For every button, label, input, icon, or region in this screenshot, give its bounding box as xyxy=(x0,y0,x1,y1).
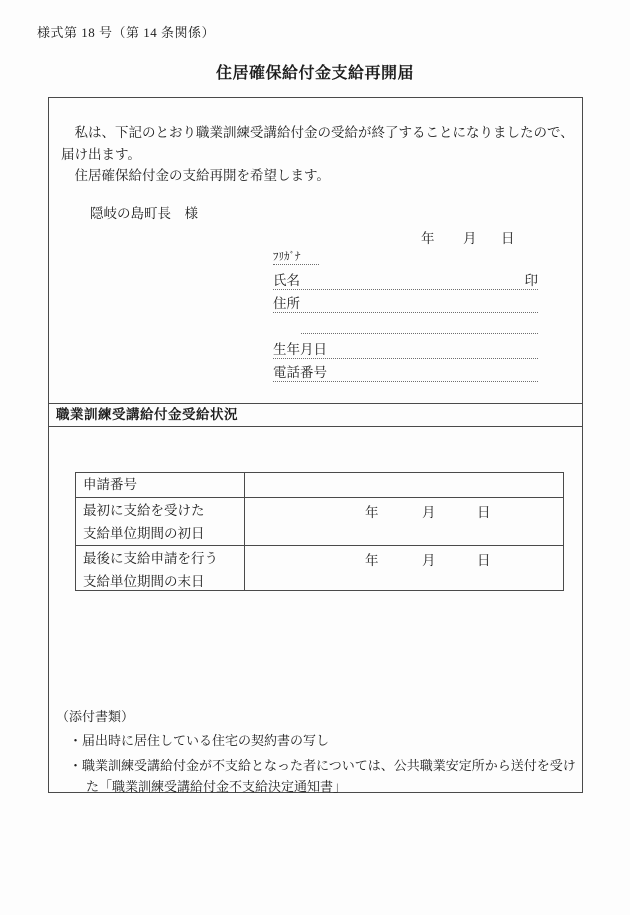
intro-line-1: 私は、下記のとおり職業訓練受講給付金の受給が終了することになりましたので、 xyxy=(61,125,574,140)
intro-line-3: 住居確保給付金の支給再開を希望します。 xyxy=(61,168,330,183)
address-input-line[interactable] xyxy=(300,302,538,312)
intro-paragraph xyxy=(61,122,576,187)
intro-line-2: 届け出ます。 xyxy=(61,146,141,162)
first-payment-month-label: 月 xyxy=(422,505,436,520)
last-application-date-cell[interactable] xyxy=(244,545,563,590)
name-input-line[interactable] xyxy=(300,279,525,289)
date-day-label: 日 xyxy=(501,231,515,246)
phone-label: 電話番号 xyxy=(273,365,327,380)
last-application-label-line2: 支給単位期間の末日 xyxy=(83,574,205,589)
first-payment-day-label: 日 xyxy=(477,505,491,520)
date-year-label: 年 xyxy=(421,231,435,246)
address-label: 住所 xyxy=(273,296,300,311)
status-table xyxy=(75,472,564,591)
status-section-heading: 職業訓練受講給付金受給状況 xyxy=(48,403,583,427)
attachments-heading: （添付書類） xyxy=(56,709,135,724)
birthdate-input-line[interactable] xyxy=(327,348,538,358)
furigana-input-line[interactable] xyxy=(319,255,538,265)
first-payment-date-cell[interactable] xyxy=(244,497,563,545)
attachment-item-2-continued: た「職業訓練受講給付金不支給決定通知書」 xyxy=(86,779,347,794)
name-field xyxy=(273,269,538,290)
addressee: 隠岐の島町長 様 xyxy=(90,206,198,221)
address-field xyxy=(273,292,538,313)
furigana-field xyxy=(273,248,538,265)
phone-input-line[interactable] xyxy=(327,371,538,381)
birthdate-label: 生年月日 xyxy=(273,342,327,357)
application-number-cell[interactable] xyxy=(244,473,563,497)
page-title: 住居確保給付金支給再開届 xyxy=(215,65,414,82)
first-payment-label-line1: 最初に支給を受けた xyxy=(83,503,205,518)
attachment-item-1: ・届出時に居住している住宅の契約書の写し xyxy=(69,733,330,748)
address-input-line2[interactable] xyxy=(301,323,538,333)
last-application-month-label: 月 xyxy=(422,553,436,568)
form-body-box xyxy=(48,97,583,793)
furigana-label: ﾌﾘｶﾞﾅ xyxy=(273,248,319,265)
phone-field xyxy=(273,361,538,382)
last-application-label xyxy=(76,545,244,590)
application-number-label: 申請番号 xyxy=(83,477,137,492)
date-month-label: 月 xyxy=(463,231,477,246)
first-payment-label-line2: 支給単位期間の初日 xyxy=(83,526,205,541)
last-application-day-label: 日 xyxy=(477,553,491,568)
first-payment-label xyxy=(76,497,244,545)
last-application-label-line1: 最後に支給申請を行う xyxy=(83,551,218,566)
address-field-line2 xyxy=(301,313,538,334)
name-label: 氏名 xyxy=(273,273,300,288)
form-number: 様式第 18 号（第 14 条関係） xyxy=(37,25,216,40)
birthdate-field xyxy=(273,338,538,359)
seal-label: 印 xyxy=(524,273,538,288)
last-application-year-label: 年 xyxy=(365,553,379,568)
first-payment-year-label: 年 xyxy=(365,505,379,520)
attachment-item-2: ・職業訓練受講給付金が不支給となった者については、公共職業安定所から送付を受け xyxy=(69,758,576,773)
